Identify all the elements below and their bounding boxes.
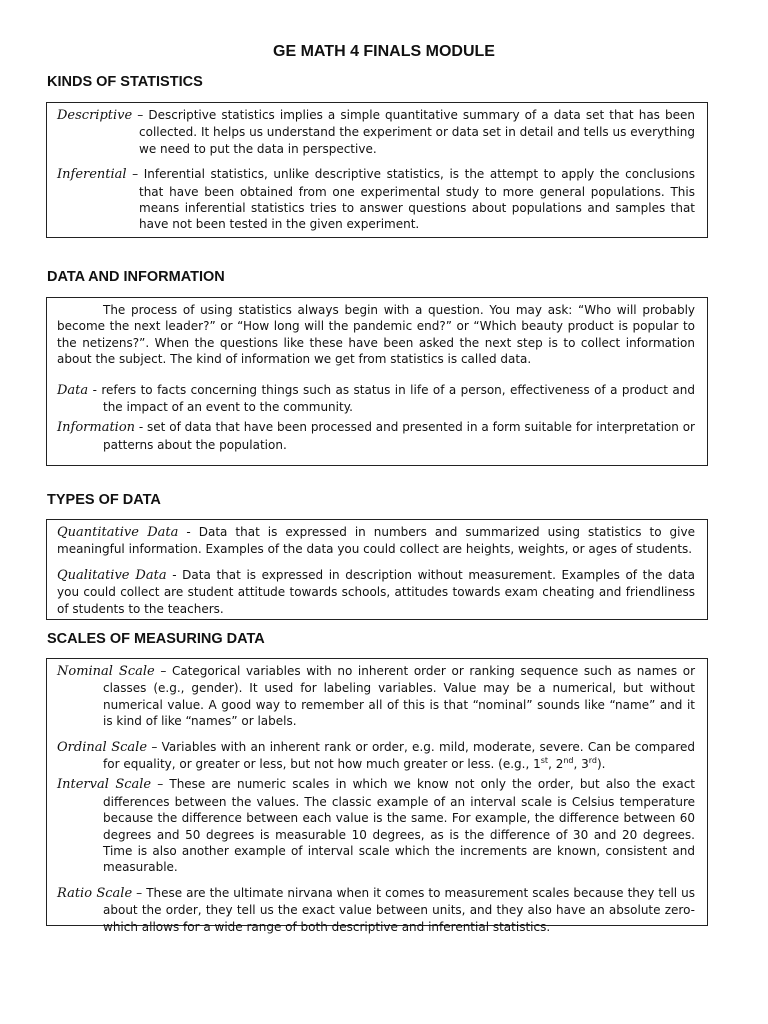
definition-text: Descriptive statistics implies a simple quantitative summary of a data set that has been collected. It helps us understand the experiment or data set in detail and tells us everything we need to put the data in perspective. (139, 108, 695, 156)
closing-text: ). (596, 757, 606, 772)
definition-text: Inferential statistics, unlike descriptive statistics, is the attempt to apply the conclusions that have been obtained from one experimental study to more general populations. This means inferential statistics tries to answer questions about populations and samples that have not been tested in the given experiment. (139, 167, 695, 232)
definition-text: – Categorical variables with no inherent order or ranking sequence such as names or classes (e.g., gender). It used for labeling variables. Value may be a numerical, but without numerical value. A good way to remember all of this is that “nominal” sounds like “name” and it is kind of like “names” or labels. (103, 664, 695, 729)
definition-inferential (57, 166, 695, 233)
scales-box (46, 658, 708, 934)
definition-text: - Data that is expressed in description without measurement. Examples of the data you could collect are student attitude towards schools, attitudes towards exam cheating and friendliness of students to the teachers. (57, 567, 695, 616)
definition-data (57, 382, 695, 416)
section-heading-kinds: KINDS OF STATISTICS (47, 74, 203, 90)
ordinal-suffix: nd (563, 756, 574, 766)
term-interval: Interval Scale (57, 777, 152, 793)
definition-text: - Data that is expressed in numbers and summarized using statistics to give meaningful information. Examples of the data you could collect are heights, weights, or ages of students. (57, 525, 695, 557)
definition-descriptive (57, 107, 695, 157)
term-separator: – (132, 108, 149, 122)
term-inferential: Inferential (57, 167, 127, 183)
section-heading-scales: SCALES OF MEASURING DATA (47, 631, 265, 647)
definition-text: – Variables with an inherent rank or order, e.g. mild, moderate, severe. Can be compared for equality, or greater or less, but not how much greater or less. (e.g., 1 (103, 739, 695, 772)
definition-text: - refers to facts concerning things such as status in life of a person, effectiveness of a product and the impact of an event to the community. (88, 382, 695, 415)
term-nominal: Nominal Scale (57, 664, 155, 679)
term-quantitative: Quantitative Data (57, 525, 179, 540)
section-heading-data-info: DATA AND INFORMATION (47, 269, 225, 285)
types-box (46, 519, 708, 620)
term-information: Information (57, 420, 136, 436)
data-info-box (46, 297, 708, 466)
definition-interval (57, 776, 695, 875)
term-qualitative: Qualitative Data (57, 567, 167, 583)
definition-ratio (57, 885, 695, 935)
definition-information (57, 419, 695, 453)
definition-text: – These are the ultimate nirvana when it comes to measurement scales because they tell us about the order, they tell us the exact value between units, and they also have an absolute zero-which allows for a wide range of both descriptive and inferential statistics. (103, 885, 696, 934)
definition-ordinal (57, 739, 695, 773)
term-separator: – (126, 167, 144, 182)
ordinal-suffix: st (540, 756, 549, 766)
ordinal-suffix: rd (588, 756, 597, 766)
term-data: Data (57, 382, 89, 398)
intro-paragraph: The process of using statistics always begin with a question. You may ask: “Who will probably become the next leader?” or “How long will the pandemic end?” or “Which beauty product is popular to the netizens?”. When the questions like these have been asked the next step is to collect information about the subject. The kind of information we get from statistics is called data. (57, 303, 695, 367)
definition-text: – These are numeric scales in which we know not only the order, but also the exact differences between the values. The classic example of an interval scale is Celsius temperature because the difference between each value is the same. For example, the difference between 60 degrees and 50 degrees is measurable 10 degrees, as is the difference of 30 and 20 degrees. Time is also another example of interval scale which the increments are known, consistent and measurable. (103, 777, 696, 875)
section-heading-types: TYPES OF DATA (47, 492, 161, 508)
term-ordinal: Ordinal Scale (57, 739, 148, 755)
page-title: GE MATH 4 FINALS MODULE (273, 43, 495, 60)
separator: , 3 (573, 757, 589, 772)
definition-quantitative (57, 524, 695, 558)
separator: , 2 (548, 757, 564, 772)
definition-nominal (57, 663, 695, 730)
term-ratio: Ratio Scale (57, 885, 133, 901)
term-descriptive: Descriptive (57, 108, 133, 123)
kinds-box (46, 102, 708, 238)
definition-qualitative (57, 567, 695, 617)
definition-text: - set of data that have been processed and presented in a form suitable for interpretation or patterns about the population. (103, 420, 695, 452)
